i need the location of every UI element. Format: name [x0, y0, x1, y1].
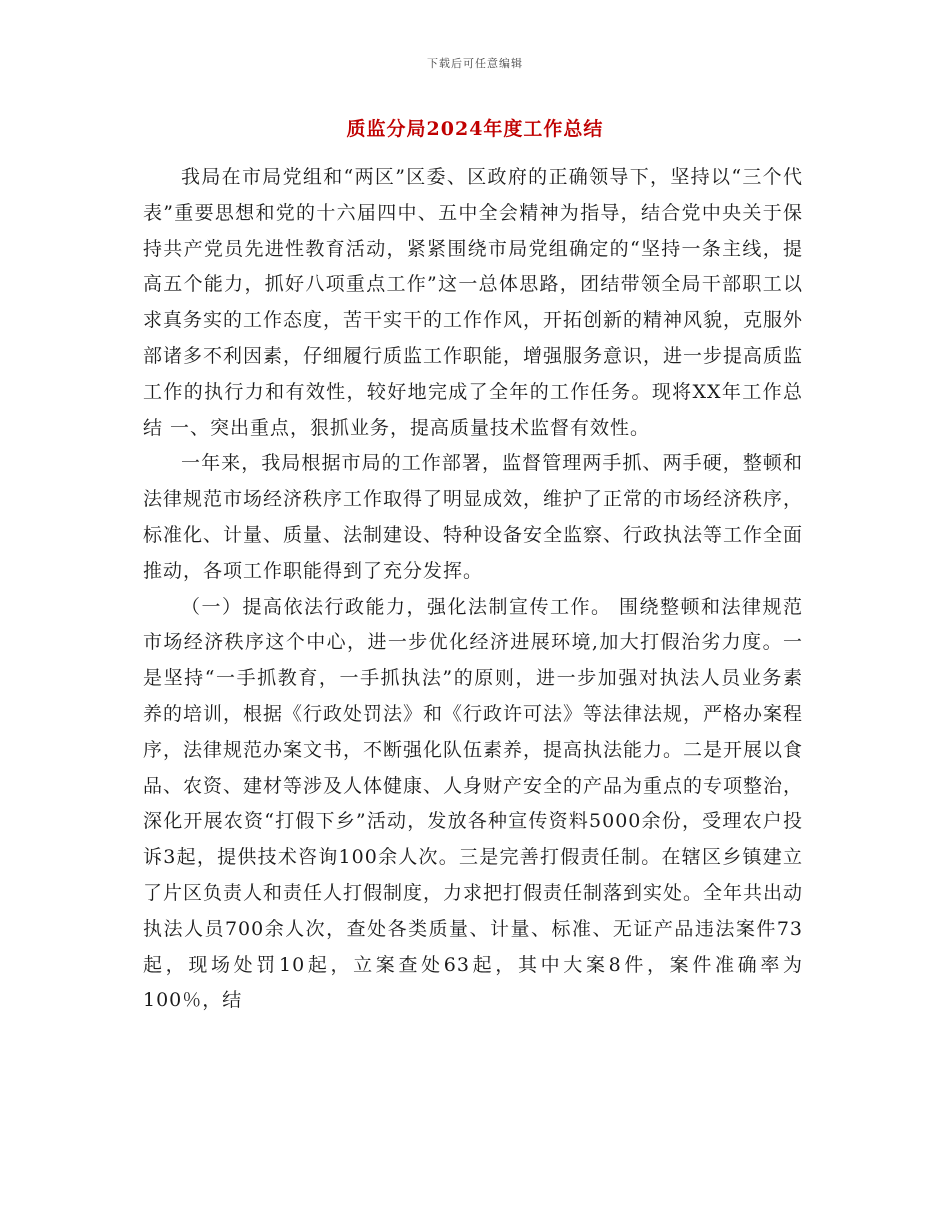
paragraph-overview: 一年来，我局根据市局的工作部署，监督管理两手抓、两手硬，整顿和法律规范市场经济秩序工作取得了明显成效，维护了正常的市场经济秩序，标准化、计量、质量、法制建设、特种设备安全监察、行政执法等工作全面推动，各项工作职能得到了充分发挥。 — [143, 452, 804, 582]
document-body — [143, 160, 803, 1019]
document-title: 质监分局2024年度工作总结 — [346, 118, 604, 140]
paragraph-intro: 我局在市局党组和“两区”区委、区政府的正确领导下，坚持以“三个代表”重要思想和党的十六届四中、五中全会精神为指导，结合党中央关于保持共产党员先进性教育活动，紧紧围绕市局党组确定的“坚持一条主线，提高五个能力，抓好八项重点工作”这一总体思路，团结带领全局干部职工以求真务实的工作态度，苦干实干的工作作风，开拓创新的精神风貌，克服外部诸多不利因素，仔细履行质监工作职能，增强服务意识，进一步提高质监工作的执行力和有效性，较好地完成了全年的工作任务。现将XX年工作总结 一、突出重点，狠抓业务，提高质量技术监督有效性。 — [143, 166, 804, 439]
paragraph-section-1: （一）提高依法行政能力，强化法制宣传工作。 围绕整顿和法律规范市场经济秩序这个中心，进一步优化经济进展环境,加大打假治劣力度。一是坚持“一手抓教育，一手抓执法”的原则，进一步加强对执法人员业务素养的培训，根据《行政处罚法》和《行政许可法》等法律法规，严格办案程序，法律规范办案文书，不断强化队伍素养，提高执法能力。二是开展以食品、农资、建材等涉及人体健康、人身财产安全的产品为重点的专项整治，深化开展农资“打假下乡”活动，发放各种宣传资料5000余份，受理农户投诉3起，提供技术咨询100余人次。三是完善打假责任制。在辖区乡镇建立了片区负责人和责任人打假制度，力求把打假责任制落到实处。全年共出动执法人员700余人次，查处各类质量、计量、标准、无证产品违法案件73起，现场处罚10起，立案查处63起，其中大案8件，案件准确率为100％，结 — [143, 595, 804, 1012]
header-note: 下载后可任意编辑 — [427, 57, 523, 70]
